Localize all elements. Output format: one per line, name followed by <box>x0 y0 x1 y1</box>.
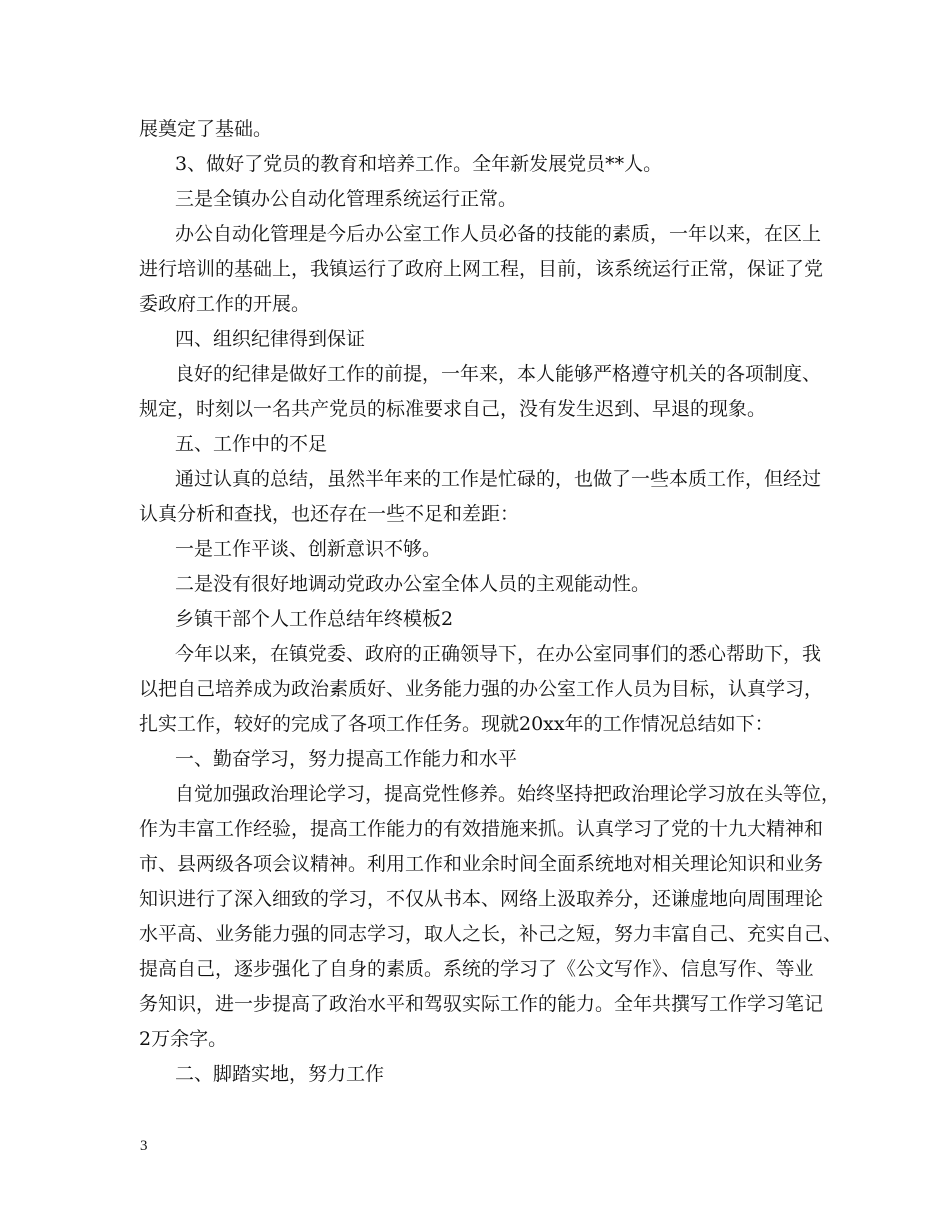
section-heading: 五、工作中的不足 <box>175 433 328 455</box>
text-line: 委政府工作的开展。 <box>139 293 311 315</box>
text-line: 以把自己培养成为政治素质好、业务能力强的办公室工作人员为目标，认真学习， <box>139 678 824 700</box>
section-heading: 四、组织纪律得到保证 <box>175 328 366 350</box>
text-line: 通过认真的总结，虽然半年来的工作是忙碌的，也做了一些本质工作，但经过 <box>175 468 822 490</box>
section-heading: 二、脚踏实地，努力工作 <box>175 1063 385 1085</box>
section-heading: 一、勤奋学习，努力提高工作能力和水平 <box>175 748 518 770</box>
text-line: 二是没有很好地调动党政办公室全体人员的主观能动性。 <box>175 573 651 595</box>
page-number: 3 <box>140 1138 148 1154</box>
text-line: 自觉加强政治理论学习，提高党性修养。始终坚持把政治理论学习放在头等位， <box>175 783 841 805</box>
text-line: 知识进行了深入细致的学习，不仅从书本、网络上汲取养分，还谦虚地向周围理论 <box>139 888 824 910</box>
text-line: 良好的纪律是做好工作的前提，一年来，本人能够严格遵守机关的各项制度、 <box>175 363 822 385</box>
text-line: 进行培训的基础上，我镇运行了政府上网工程，目前，该系统运行正常，保证了党 <box>139 258 824 280</box>
text-line: 3、做好了党员的教育和培养工作。全年新发展党员**人。 <box>175 153 663 175</box>
text-line: 2万余字。 <box>139 1028 228 1050</box>
text-line: 展奠定了基础。 <box>139 118 273 140</box>
document-subtitle: 乡镇干部个人工作总结年终模板2 <box>175 608 454 630</box>
text-line: 扎实工作，较好的完成了各项工作任务。现就20xx年的工作情况总结如下： <box>139 713 774 735</box>
text-line: 务知识，进一步提高了政治水平和驾驭实际工作的能力。全年共撰写工作学习笔记 <box>139 993 824 1015</box>
text-line: 认真分析和查找，也还存在一些不足和差距： <box>139 503 520 525</box>
text-line: 一是工作平谈、创新意识不够。 <box>175 538 442 560</box>
text-line: 办公自动化管理是今后办公室工作人员必备的技能的素质，一年以来，在区上 <box>175 223 822 245</box>
text-line: 三是全镇办公自动化管理系统运行正常。 <box>175 188 518 210</box>
text-line: 作为丰富工作经验，提高工作能力的有效措施来抓。认真学习了党的十九大精神和 <box>139 818 824 840</box>
text-line: 今年以来，在镇党委、政府的正确领导下，在办公室同事们的悉心帮助下，我 <box>175 643 822 665</box>
text-line: 市、县两级各项会议精神。利用工作和业余时间全面系统地对相关理论知识和业务 <box>139 853 824 875</box>
text-line: 提高自己，逐步强化了自身的素质。系统的学习了《公文写作》、信息写作、等业 <box>139 958 814 980</box>
text-line: 水平高、业务能力强的同志学习，取人之长，补己之短，努力丰富自己、充实自己、 <box>139 923 843 945</box>
text-line: 规定，时刻以一名共产党员的标准要求自己，没有发生迟到、早退的现象。 <box>139 398 767 420</box>
